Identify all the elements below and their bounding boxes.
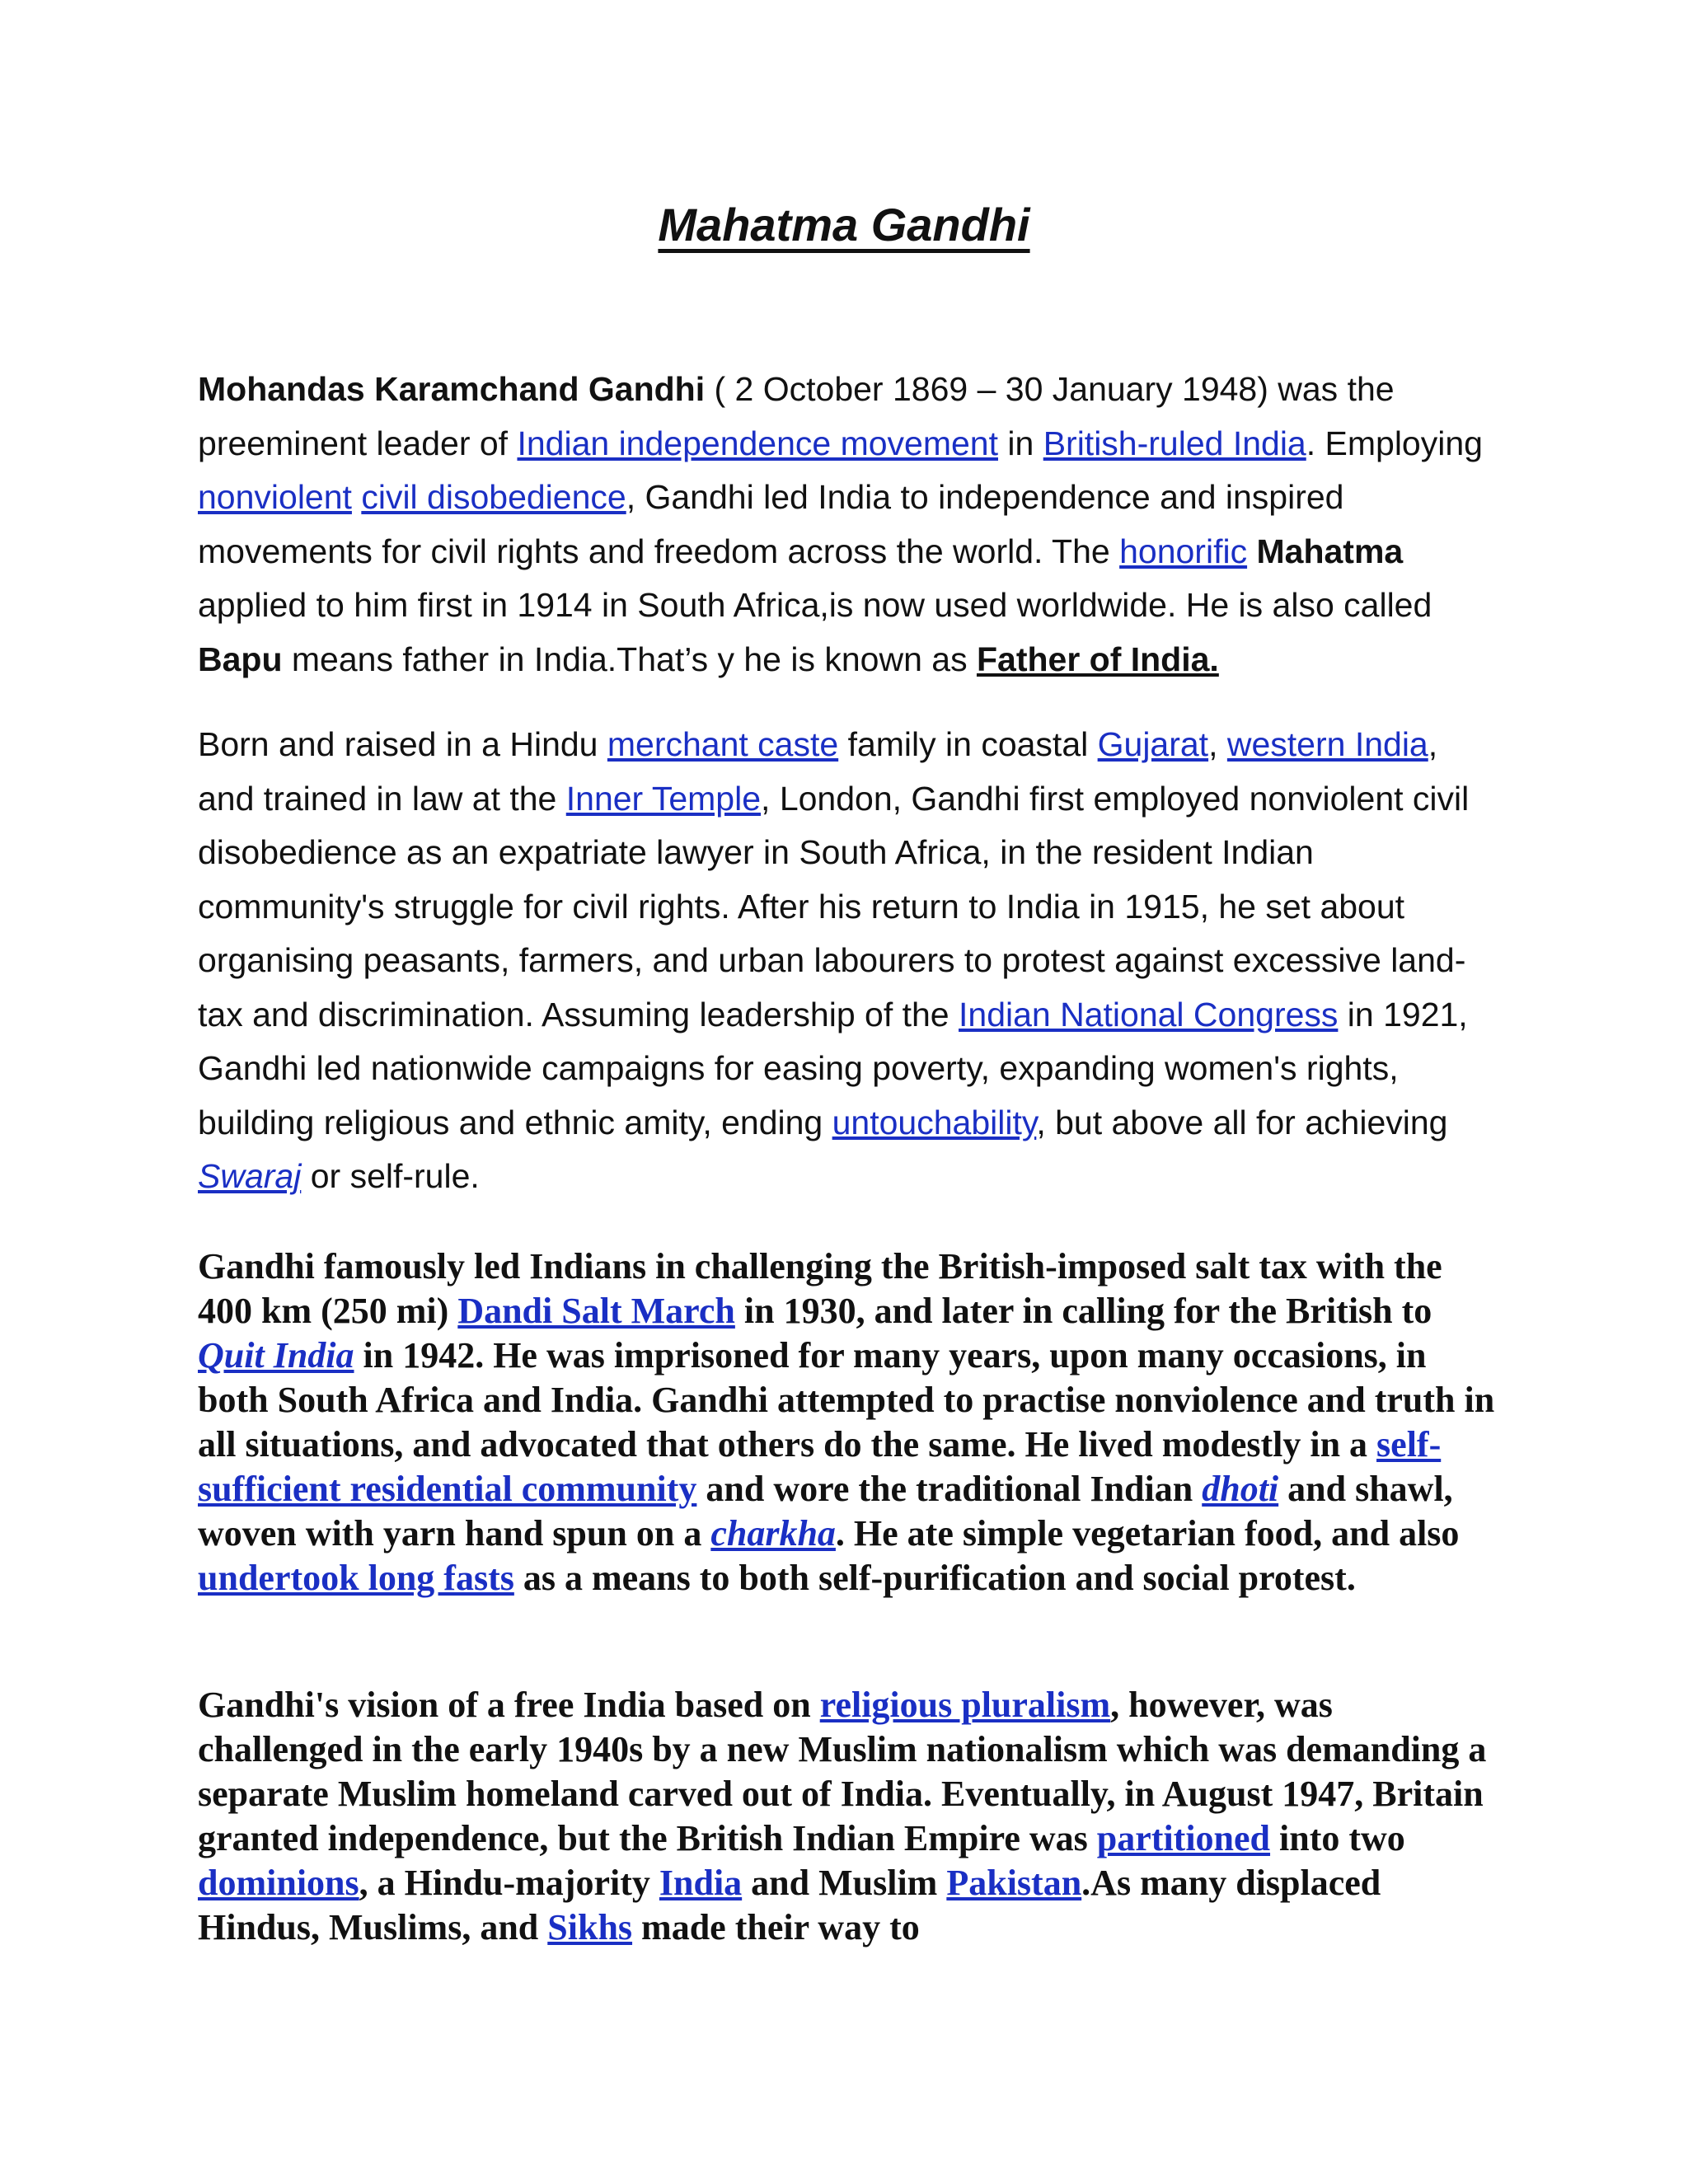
link-dandi-salt-march[interactable]: Dandi Salt March — [457, 1291, 735, 1331]
link-swaraj[interactable]: Swaraj — [198, 1157, 302, 1195]
link-pakistan[interactable]: Pakistan — [946, 1863, 1082, 1903]
link-self-sufficient-community[interactable]: self-sufficient residential community — [198, 1424, 1442, 1509]
text: means father in India.That’s y he is known as — [282, 640, 977, 678]
text: . Employing — [1306, 424, 1483, 462]
link-dominions[interactable]: dominions — [198, 1863, 359, 1903]
text: and wore the traditional Indian — [696, 1469, 1203, 1509]
link-nonviolent[interactable]: nonviolent — [198, 478, 352, 516]
text: ( 2 October 1869 – 30 January 1948) was the preeminent leader of — [198, 370, 1395, 462]
text — [352, 478, 361, 516]
text: , — [1208, 725, 1227, 763]
link-india[interactable]: India — [659, 1863, 743, 1903]
paragraph-early-life — [198, 718, 1496, 1204]
text: in — [998, 424, 1043, 462]
link-indian-independence-movement[interactable]: Indian independence movement — [517, 424, 998, 462]
link-civil-disobedience[interactable]: civil disobedience — [361, 478, 626, 516]
text: , Gandhi led India to independence and inspired movements for civil rights and freedom across the world. The — [198, 478, 1344, 570]
link-western-india[interactable]: western India — [1226, 725, 1428, 763]
text: , London, Gandhi first employed nonviolent civil disobedience as an expatriate lawyer in South Africa, in the resident Indian community's struggle for civil rights. After his return to India in 1915, he set about organising peasants, farmers, and urban labourers to protest against excessive land-tax and discrimination. Assuming leadership of the — [198, 779, 1470, 1033]
text: , a Hindu-majority — [359, 1863, 659, 1903]
text: Born and raised in a Hindu — [198, 725, 607, 763]
text: family in coastal — [838, 725, 1098, 763]
paragraph-salt-march — [198, 1244, 1496, 1601]
text — [1247, 532, 1256, 570]
link-inner-temple[interactable]: Inner Temple — [565, 779, 762, 818]
link-untouchability[interactable]: untouchability — [832, 1103, 1037, 1141]
link-sikhs[interactable]: Sikhs — [547, 1907, 633, 1947]
text: , and trained in law at the — [198, 725, 1438, 818]
link-partitioned[interactable]: partitioned — [1096, 1818, 1271, 1858]
link-religious-pluralism[interactable]: religious pluralism — [819, 1685, 1111, 1725]
father-of-india-bold: Father of India. — [976, 640, 1219, 678]
paragraph-intro — [198, 363, 1496, 687]
paragraph-partition — [198, 1683, 1496, 1950]
bapu-bold: Bapu — [198, 640, 283, 678]
link-gujarat[interactable]: Gujarat — [1097, 725, 1209, 763]
text: in 1942. He was imprisoned for many years, upon many occasions, in both South Africa and India. Gandhi attempted to practise nonviolence and truth in all situations, and advocated that others do the same. He lived modestly in a — [198, 1335, 1495, 1465]
text: Gandhi's vision of a free India based on — [198, 1685, 820, 1725]
text: in 1930, and later in calling for the British to — [734, 1291, 1432, 1331]
text: , but above all for achieving — [1036, 1103, 1448, 1141]
page-title: Mahatma Gandhi — [658, 199, 1030, 251]
text: in 1921, Gandhi led nationwide campaigns for easing poverty, expanding women's rights, building religious and ethnic amity, ending — [198, 995, 1468, 1141]
text: or self-rule. — [301, 1157, 480, 1195]
text: as a means to both self-purification and social protest. — [513, 1558, 1356, 1598]
text: . He ate simple vegetarian food, and also — [835, 1513, 1460, 1554]
link-merchant-caste[interactable]: merchant caste — [607, 725, 839, 763]
text: and Muslim — [742, 1863, 947, 1903]
mahatma-bold: Mahatma — [1256, 532, 1404, 570]
link-dhoti[interactable]: dhoti — [1202, 1469, 1279, 1509]
link-quit-india[interactable]: Quit India — [198, 1335, 354, 1376]
text: and shawl, woven with yarn hand spun on a — [198, 1469, 1453, 1554]
link-indian-national-congress[interactable]: Indian National Congress — [959, 995, 1339, 1033]
link-british-ruled-india[interactable]: British-ruled India — [1043, 424, 1306, 462]
link-honorific[interactable]: honorific — [1119, 532, 1248, 570]
text: , however, was challenged in the early 1940s by a new Muslim nationalism which was demanding a separate Muslim homeland carved out of India. Eventually, in August 1947, Britain granted independence, but the British Indian Empire was — [198, 1685, 1487, 1858]
text: .As many displaced Hindus, Muslims, and — [198, 1863, 1381, 1947]
text: applied to him first in 1914 in South Africa,is now used worldwide. He is also called — [198, 586, 1432, 624]
text: made their way to — [632, 1907, 920, 1947]
name-bold: Mohandas Karamchand Gandhi — [198, 370, 706, 408]
text: into two — [1270, 1818, 1405, 1858]
text: Gandhi famously led Indians in challenging the British-imposed salt tax with the 400 km (250 mi) — [198, 1246, 1442, 1331]
link-undertook-long-fasts[interactable]: undertook long fasts — [198, 1558, 514, 1598]
link-charkha[interactable]: charkha — [710, 1513, 836, 1554]
